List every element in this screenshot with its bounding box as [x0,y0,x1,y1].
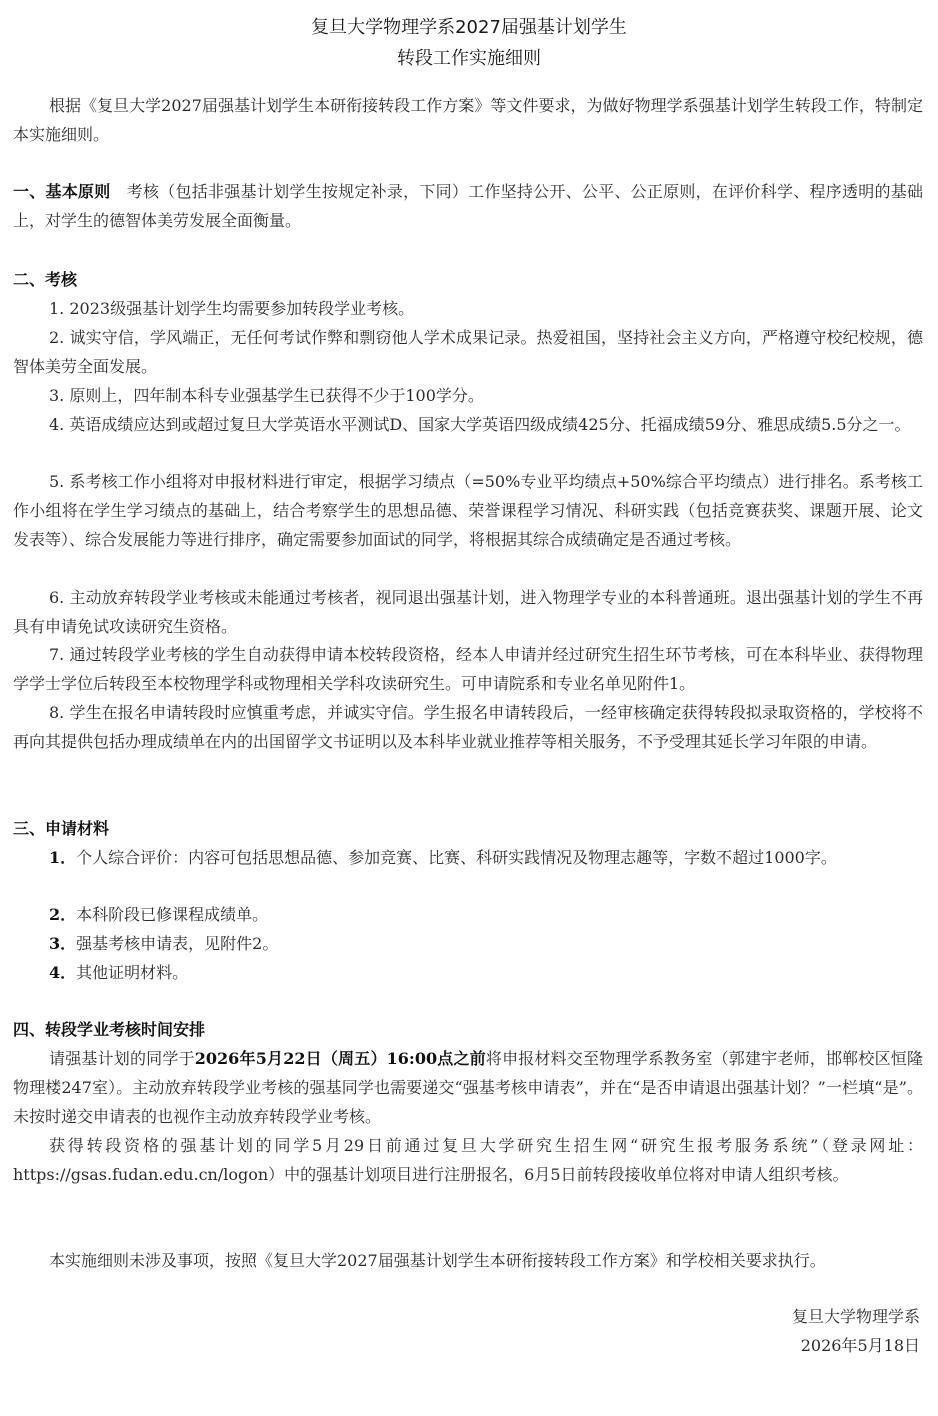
section-heading-materials: 三、申请材料 [13,819,110,838]
document-subtitle: 转段工作实施细则 [397,48,541,69]
item-text: 强基考核申请表，见附件2。 [76,934,279,953]
schedule-text: 将申报材料交至物理学系教务室（郭建宇老师，邯郸校区恒隆物理楼247室）。主动放弃转段学业考核的强基同学也需要递交“强基考核申请表”，并在“是否申请退出强基计划？”一栏填“是”。未按时递交申请表的也视作主动放弃转段学业考核。 [13,1049,923,1126]
item-number: 4． [49,963,77,982]
assessment-item-8: 8. 学生在报名申请转段时应慎重考虑，并诚实守信。学生报名申请转段后，一经审核确定获得转段拟录取资格的，学校将不再向其提供包括办理成绩单在内的出国留学文书证明以及本科毕业就业推荐等相关服务，不予受理其延长学习年限的申请。 [13,703,923,751]
item-number: 1． [49,848,77,867]
assessment-item-2: 2. 诚实守信，学风端正，无任何考试作弊和剽窃他人学术成果记录。热爱祖国，坚持社会主义方向，严格遵守校纪校规，德智体美劳全面发展。 [13,328,923,376]
schedule-paragraph-1 [13,1044,923,1131]
intro-paragraph: 根据《复旦大学2027届强基计划学生本研衔接转段工作方案》等文件要求，为做好物理学系强基计划学生转段工作，特制定本实施细则。 [13,96,923,144]
assessment-item-7: 7. 通过转段学业考核的学生自动获得申请本校转段资格，经本人申请并经过研究生招生环节考核，可在本科毕业、获得物理学学士学位后转段至本校物理学科或物理相关学科攻读研究生。可申请院系和专业名单见附件1。 [13,645,923,693]
materials-item-2 [13,900,923,929]
materials-item-1 [13,843,923,872]
section-basic-principles [13,177,923,235]
item-text: 其他证明材料。 [76,963,189,982]
assessment-item-5: 5. 系考核工作小组将对申报材料进行审定，根据学习绩点（=50%专业平均绩点+50%综合平均绩点）进行排名。系考核工作小组将在学生学习绩点的基础上，结合考察学生的思想品德、荣誉课程学习情况、科研实践（包括竞赛获奖、课题开展、论文发表等）、综合发展能力等进行排序，确定需要参加面试的同学，将根据其综合成绩确定是否通过考核。 [13,472,923,549]
assessment-item-6: 6. 主动放弃转段学业考核或未能通过考核者，视同退出强基计划，进入物理学专业的本科普通班。退出强基计划的学生不再具有申请免试攻读研究生资格。 [13,588,923,636]
section-heading: 一、基本原则 [13,182,111,201]
materials-item-3 [13,929,923,958]
deadline-text: 2026年5月22日（周五）16:00点之前 [194,1049,486,1068]
section-heading-schedule: 四、转段学业考核时间安排 [13,1020,206,1039]
assessment-item-1: 1. 2023级强基计划学生均需要参加转段学业考核。 [49,299,415,318]
section-heading-assessment: 二、考核 [13,270,78,289]
item-number: 2． [49,905,77,924]
document-title: 复旦大学物理学系2027届强基计划学生 [311,17,627,38]
closing-paragraph: 本实施细则未涉及事项，按照《复旦大学2027届强基计划学生本研衔接转段工作方案》和学校相关要求执行。 [49,1251,826,1270]
item-text: 本科阶段已修课程成绩单。 [76,905,269,924]
schedule-text: 请强基计划的同学于 [49,1049,195,1068]
schedule-paragraph-2: 获得转段资格的强基计划的同学5月29日前通过复旦大学研究生招生网“研究生报考服务系统”（登录网址：https://gsas.fudan.edu.cn/logon）中的强基计划项目进行注册报名，6月5日前转段接收单位将对申请人组织考核。 [13,1136,923,1184]
assessment-item-4: 4. 英语成绩应达到或超过复旦大学英语水平测试D、国家大学英语四级成绩425分、托福成绩59分、雅思成绩5.5分之一。 [49,415,911,434]
item-text: 个人综合评价：内容可包括思想品德、参加竞赛、比赛、科研实践情况及物理志趣等，字数不超过1000字。 [76,848,837,867]
assessment-item-3: 3. 原则上，四年制本科专业强基学生已获得不少于100学分。 [49,386,484,405]
item-number: 3． [49,934,77,953]
signature-org: 复旦大学物理学系 [791,1307,920,1326]
section-text: 考核（包括非强基计划学生按规定补录，下同）工作坚持公开、公平、公正原则，在评价科学、程序透明的基础上，对学生的德智体美劳发展全面衡量。 [13,182,923,230]
signature-date: 2026年5月18日 [800,1336,920,1355]
materials-item-4 [13,958,923,987]
